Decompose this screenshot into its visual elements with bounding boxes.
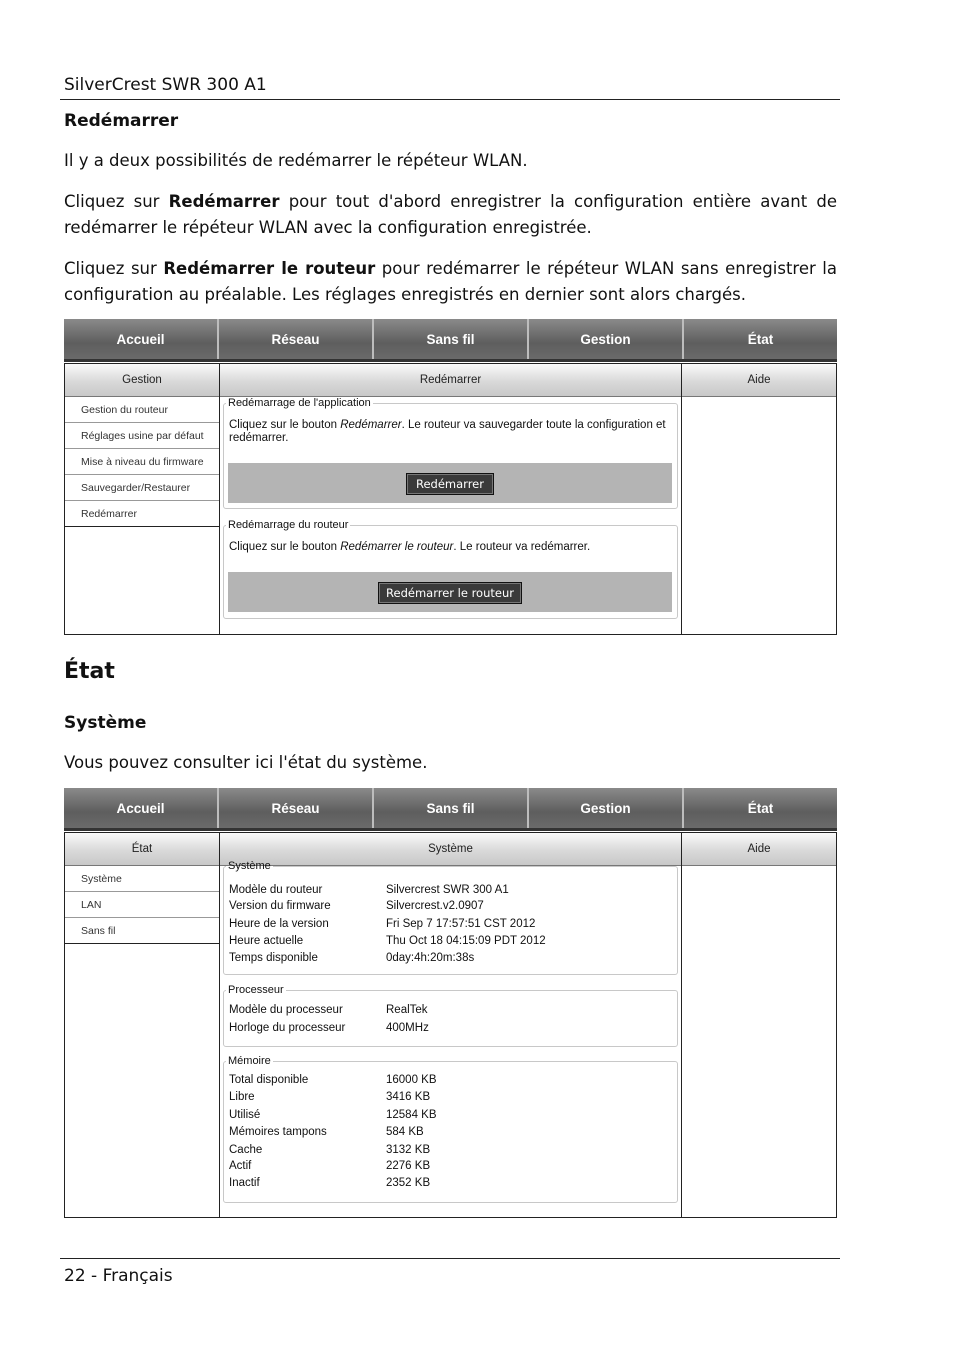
- memory-value-used: 12584 KB: [386, 1109, 437, 1121]
- system-label-firmware: Version du firmware: [229, 900, 331, 912]
- system-value-router-model: Silvercrest SWR 300 A1: [386, 884, 509, 896]
- footer-rule: [60, 1258, 840, 1259]
- help-column: [682, 833, 836, 1217]
- sidebar-header: Gestion: [65, 364, 219, 397]
- memory-value-inactive: 2352 KB: [386, 1177, 431, 1189]
- content-frame: [64, 363, 837, 635]
- memory-label-cache: Cache: [229, 1144, 263, 1156]
- sidebar-item-backup-restore[interactable]: Sauvegarder/Restaurer: [65, 475, 219, 501]
- sidebar-item-system[interactable]: Système: [65, 866, 219, 892]
- main-panel: [220, 833, 682, 1217]
- sidebar-item-restart[interactable]: Redémarrer: [65, 501, 219, 527]
- sidebar-item-factory-defaults[interactable]: Réglages usine par défaut: [65, 423, 219, 449]
- section-heading-state: État: [64, 659, 115, 684]
- sidebar-item-firmware-upgrade[interactable]: Mise à niveau du firmware: [65, 449, 219, 475]
- memory-label-free: Libre: [229, 1091, 255, 1103]
- nav-tab-management[interactable]: Gestion: [529, 788, 684, 828]
- nav-tab-home[interactable]: Accueil: [64, 788, 219, 828]
- main-header: Système: [220, 833, 681, 866]
- memory-legend: Mémoire: [228, 1055, 271, 1067]
- system-value-current-time: Thu Oct 18 04:15:09 PDT 2012: [386, 935, 546, 947]
- state-intro: Vous pouvez consulter ici l'état du système.: [64, 753, 428, 772]
- system-label-router-model: Modèle du routeur: [229, 884, 323, 896]
- restart-paragraph-1: Cliquez sur Redémarrer pour tout d'abord enregistrer la configuration entière avant de redémarrer le répéteur WLAN avec la configuration enregistrée.: [64, 192, 837, 237]
- nav-tab-home[interactable]: Accueil: [64, 319, 219, 359]
- restart-button[interactable]: Redémarrer: [406, 473, 494, 495]
- memory-label-total: Total disponible: [229, 1074, 309, 1086]
- main-panel: [220, 364, 682, 634]
- running-header: SilverCrest SWR 300 A1: [64, 75, 267, 95]
- memory-value-cache: 3132 KB: [386, 1144, 431, 1156]
- system-value-uptime: 0day:4h:20m:38s: [386, 952, 475, 964]
- left-sidebar: [65, 833, 220, 1217]
- system-legend: Système: [228, 860, 271, 872]
- restart-paragraph-2: Cliquez sur Redémarrer le routeur pour redémarrer le répéteur WLAN sans enregistrer la configuration au préalable. Les réglages enregistrés en dernier sont alors chargés.: [64, 259, 837, 304]
- top-nav: [64, 319, 837, 362]
- top-nav: [64, 788, 837, 831]
- system-label-build-time: Heure de la version: [229, 918, 329, 930]
- main-header: Redémarrer: [220, 364, 681, 397]
- sidebar-item-wireless[interactable]: Sans fil: [65, 918, 219, 944]
- router-restart-text: Cliquez sur le bouton Redémarrer le routeur. Le routeur va redémarrer.: [229, 541, 591, 553]
- help-header: Aide: [682, 364, 836, 397]
- section-heading-restart: Redémarrer: [64, 111, 179, 131]
- help-header: Aide: [682, 833, 836, 866]
- memory-label-inactive: Inactif: [229, 1177, 260, 1189]
- memory-label-buffers: Mémoires tampons: [229, 1126, 327, 1138]
- cpu-legend: Processeur: [228, 984, 284, 996]
- system-value-build-time: Fri Sep 7 17:57:51 CST 2012: [386, 918, 536, 930]
- nav-tab-wireless[interactable]: Sans fil: [374, 788, 529, 828]
- nav-tab-status[interactable]: État: [747, 331, 774, 347]
- cpu-label-clock: Horloge du processeur: [229, 1022, 346, 1034]
- nav-tab-management[interactable]: Gestion: [529, 319, 684, 359]
- cpu-value-clock: 400MHz: [386, 1022, 429, 1034]
- memory-label-used: Utilisé: [229, 1109, 261, 1121]
- router-restart-legend: Redémarrage du routeur: [228, 519, 349, 531]
- system-value-firmware: Silvercrest.v2.0907: [386, 900, 484, 912]
- app-restart-text: Cliquez sur le bouton Redémarrer. Le routeur va sauvegarder toute la configuration et redémarrer.: [229, 419, 666, 444]
- content-frame: [64, 832, 837, 1218]
- subheading-system: Système: [64, 713, 147, 733]
- restart-intro: Il y a deux possibilités de redémarrer le répéteur WLAN.: [64, 151, 528, 170]
- sidebar-item-lan[interactable]: LAN: [65, 892, 219, 918]
- help-column: [682, 364, 836, 634]
- nav-tab-network[interactable]: Réseau: [219, 319, 374, 359]
- router-ui-restart-screenshot: [64, 319, 837, 635]
- nav-tab-wireless[interactable]: Sans fil: [374, 319, 529, 359]
- cpu-value-model: RealTek: [386, 1004, 428, 1016]
- memory-value-buffers: 584 KB: [386, 1126, 424, 1138]
- left-sidebar: [65, 364, 220, 634]
- memory-value-total: 16000 KB: [386, 1074, 437, 1086]
- header-rule: [60, 99, 840, 100]
- nav-tab-network[interactable]: Réseau: [219, 788, 374, 828]
- memory-label-active: Actif: [229, 1160, 252, 1172]
- sidebar-header: État: [65, 833, 219, 866]
- sidebar-item-router-management[interactable]: Gestion du routeur: [65, 397, 219, 423]
- nav-tab-status[interactable]: État: [747, 800, 774, 816]
- app-restart-legend: Redémarrage de l'application: [228, 397, 371, 409]
- restart-router-button[interactable]: Redémarrer le routeur: [378, 582, 522, 604]
- router-ui-status-screenshot: [64, 788, 837, 1218]
- memory-value-free: 3416 KB: [386, 1091, 431, 1103]
- memory-value-active: 2276 KB: [386, 1160, 431, 1172]
- cpu-label-model: Modèle du processeur: [229, 1004, 343, 1016]
- page-footer: 22 - Français: [64, 1266, 173, 1286]
- system-label-uptime: Temps disponible: [229, 952, 318, 964]
- system-label-current-time: Heure actuelle: [229, 935, 304, 947]
